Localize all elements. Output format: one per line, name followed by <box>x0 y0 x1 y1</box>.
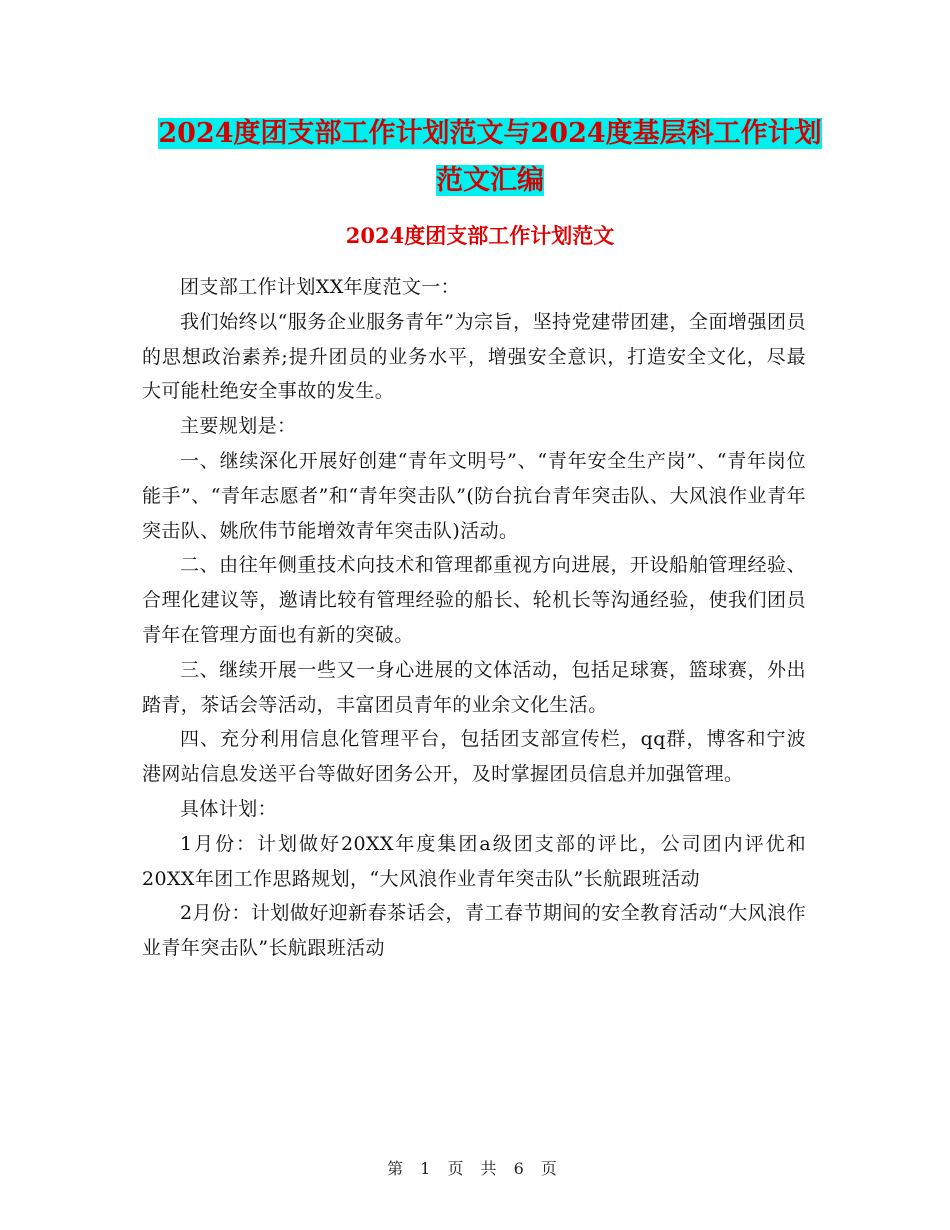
section-title: 2024度团支部工作计划范文 <box>345 223 615 248</box>
paragraph-february: 2月份：计划做好迎新春茶话会，青工春节期间的安全教育活动“大风浪作业青年突击队”长航跟班活动 <box>142 902 806 960</box>
paragraph-intro: 团支部工作计划XX年度范文一： <box>180 276 461 298</box>
page-footer: 第 1 页 共 6 页 <box>387 1159 563 1178</box>
paragraph-item-2: 二、由往年侧重技术向技术和管理都重视方向进展，开设船舶管理经验、合理化建议等，邀请比较有管理经验的船长、轮机长等沟通经验，使我们团员青年在管理方面也有新的突破。 <box>142 554 806 646</box>
document-title-line-2: 范文汇编 <box>436 165 544 196</box>
paragraph-item-3: 三、继续开展一些又一身心进展的文体活动，包括足球赛，篮球赛，外出踏青，茶话会等活动，丰富团员青年的业余文化生活。 <box>142 658 806 716</box>
paragraph-purpose: 我们始终以“服务企业服务青年”为宗旨，坚持党建带团建，全面增强团员的思想政治素养;提升团员的业务水平，增强安全意识，打造安全文化，尽最大可能杜绝安全事故的发生。 <box>142 310 806 403</box>
paragraph-january: 1月份：计划做好20XX年度集团a级团支部的评比，公司团内评优和20XX年团工作思路规划，“大风浪作业青年突击队”长航跟班活动 <box>142 832 806 890</box>
paragraph-item-4: 四、充分利用信息化管理平台，包括团支部宣传栏，qq群，博客和宁波港网站信息发送平台等做好团务公开，及时掌握团员信息并加强管理。 <box>142 728 806 786</box>
paragraph-item-1: 一、继续深化开展好创建“青年文明号”、“青年安全生产岗”、“青年岗位能手”、“青年志愿者”和“青年突击队”(防台抗台青年突击队、大风浪作业青年突击队、姚欣伟节能增效青年突击队)活动。 <box>142 449 806 542</box>
paragraph-main-plan-heading: 主要规划是： <box>180 415 297 438</box>
paragraph-detail-heading: 具体计划： <box>180 797 278 820</box>
document-body <box>142 270 806 966</box>
document-title-line-1: 2024度团支部工作计划范文与2024度基层科工作计划 <box>158 118 822 149</box>
document-title <box>150 110 830 204</box>
